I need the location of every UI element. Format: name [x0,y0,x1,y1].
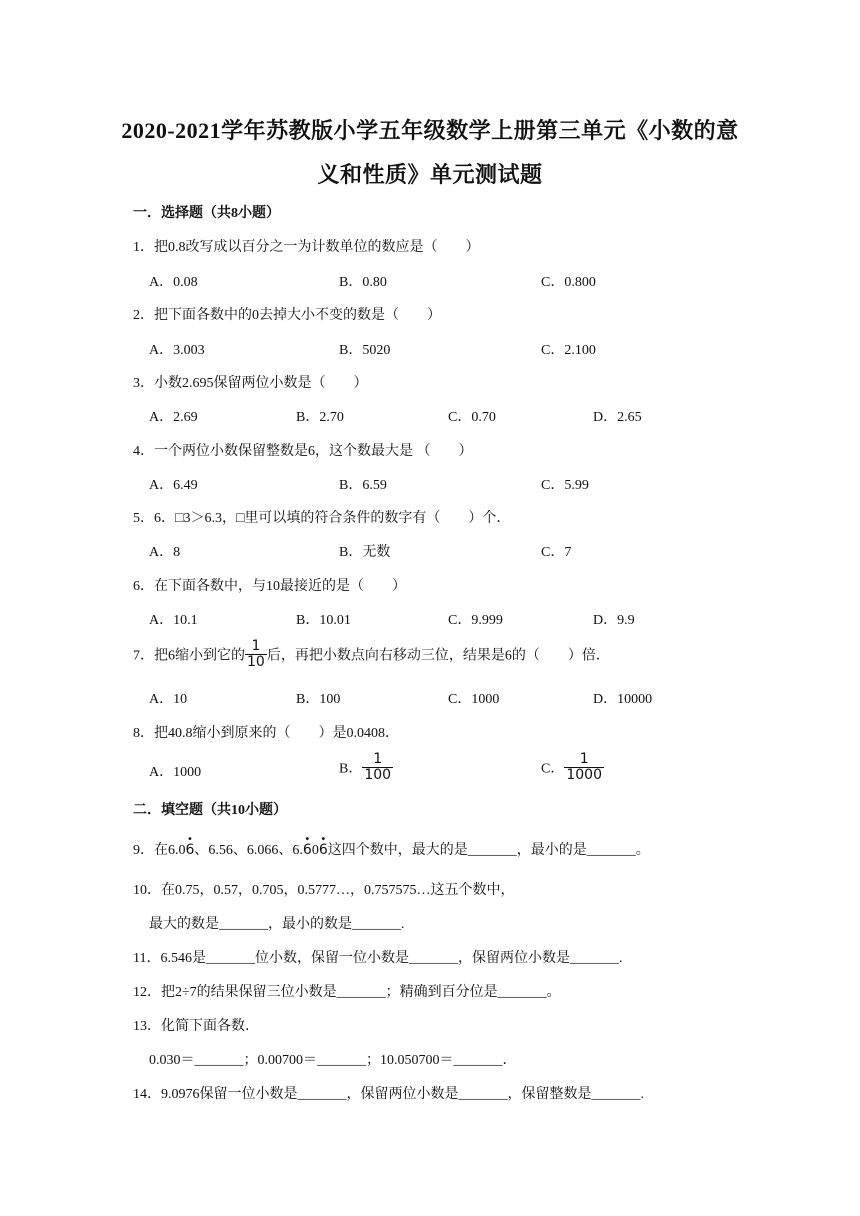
q8-b-denominator: 100 [364,767,392,783]
q6-option-c: C．9.999 [448,613,503,628]
repeat-dot-icon: • [320,834,327,845]
question-13-line2: 0.030＝_______；0.00700＝_______；10.050700＝_______． [149,1053,517,1068]
q6-option-d: D．9.9 [593,613,635,628]
q9-text-mid1: 、6.56、6.066、6. [194,843,303,858]
q3-option-d: D．2.65 [593,410,642,425]
q1-option-c: C．0.800 [541,275,596,290]
q4-option-b: B．6.59 [339,478,387,493]
q3-option-b: B．2.70 [296,410,344,425]
doc-title-line1: 2020-2021学年苏教版小学五年级数学上册第三单元《小数的意 [121,118,739,143]
q5-option-a: A．8 [149,545,181,560]
q8-option-c-label: C． [541,761,565,777]
q6-option-a: A．10.1 [149,613,198,628]
q1-option-a: A．0.08 [149,275,198,290]
q8-option-c-fraction [564,752,604,783]
q9-repeating-digit-2: • 6 [302,834,312,858]
q8-option-c [541,752,604,783]
question-13-line1: 13．化简下面各数． [133,1019,259,1034]
question-11: 11．6.546是_______位小数，保留一位小数是_______，保留两位小数是_______. [133,951,623,966]
q8-b-numerator: 1 [373,751,383,767]
question-7 [133,639,610,670]
q4-option-a: A．6.49 [149,478,198,493]
q7-option-a: A．10 [149,692,188,707]
q8-option-b [339,752,393,783]
q5-option-b: B．无数 [339,545,391,560]
question-3: 3．小数2.695保留两位小数是（ ） [133,376,368,391]
q7-text-pre: 7．把6缩小到它的 [133,648,245,664]
doc-title-line2: 义和性质》单元测试题 [317,162,543,187]
q7-fraction-denominator: 10 [247,654,265,670]
q2-option-b: B．5020 [339,343,391,358]
question-5: 5．6．□3＞6.3，□里可以填的符合条件的数字有（ ）个． [133,511,511,526]
q8-option-b-fraction [362,752,393,783]
question-4: 4．一个两位小数保留整数是6，这个数最大是 （ ） [133,444,473,459]
q7-text-post: 后，再把小数点向右移动三位，结果是6的（ ）倍． [266,648,610,664]
question-1: 1．把0.8改写成以百分之一为计数单位的数应是（ ） [133,240,480,255]
q9-text-pre: 9．在6.0 [133,843,186,858]
q7-option-b: B．100 [296,692,341,707]
q9-repeating-digit-1: • 6 [185,834,195,858]
question-14: 14．9.0976保留一位小数是_______，保留两位小数是_______，保留整数是_______. [133,1087,644,1102]
section-heading-choice: 一．选择题（共8小题） [133,206,280,221]
q1-option-b: B．0.80 [339,275,387,290]
q9-text-mid2: 0 [311,843,319,858]
q2-option-a: A．3.003 [149,343,205,358]
repeat-dot-icon: • [187,834,193,845]
q7-fraction [245,639,267,670]
q6-option-b: B．10.01 [296,613,351,628]
q8-option-b-label: B． [339,761,363,777]
question-9 [133,834,650,859]
q5-option-c: C．7 [541,545,572,560]
q8-c-denominator: 1000 [566,767,602,783]
question-12: 12．把2÷7的结果保留三位小数是_______；精确到百分位是_______。 [133,985,561,1000]
q8-c-numerator: 1 [579,751,589,767]
q2-option-c: C．2.100 [541,343,596,358]
question-8: 8．把40.8缩小到原来的（ ）是0.0408． [133,726,399,741]
question-10-line2: 最大的数是_______，最小的数是_______. [149,917,405,932]
repeat-dot-icon: • [304,834,311,845]
question-2: 2．把下面各数中的0去掉大小不变的数是（ ） [133,308,441,323]
q3-option-c: C．0.70 [448,410,496,425]
q7-fraction-numerator: 1 [251,638,261,654]
section-heading-fill: 二．填空题（共10小题） [133,803,287,818]
q9-text-post: 这四个数中，最大的是_______，最小的是_______。 [327,843,650,858]
q4-option-c: C．5.99 [541,478,589,493]
question-6: 6．在下面各数中，与10最接近的是（ ） [133,579,406,594]
q8-option-a: A．1000 [149,765,202,780]
q3-option-a: A．2.69 [149,410,198,425]
q7-option-c: C．1000 [448,692,500,707]
q7-option-d: D．10000 [593,692,653,707]
question-10-line1: 10．在0.75，0.57，0.705，0.5777…，0.757575…这五个数中， [133,883,515,898]
q9-repeating-digit-3: • 6 [318,834,328,858]
